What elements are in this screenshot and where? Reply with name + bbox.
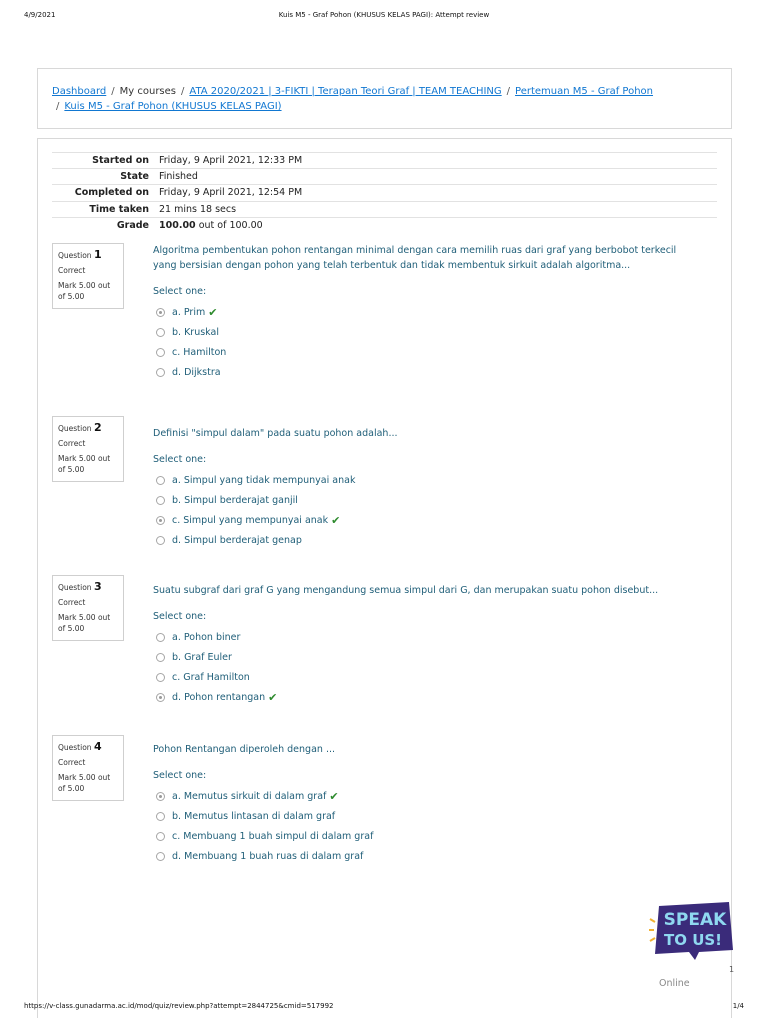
answer-label: c. Simpul yang mempunyai anak bbox=[172, 514, 329, 526]
question-state: Correct bbox=[58, 266, 86, 275]
answer-label: b. Kruskal bbox=[172, 326, 219, 338]
radio-button[interactable] bbox=[156, 673, 165, 682]
answer-option[interactable] bbox=[153, 490, 698, 510]
question-info bbox=[52, 735, 124, 801]
answer-options bbox=[153, 302, 698, 382]
print-url: https://v-class.gunadarma.ac.id/mod/quiz/review.php?attempt=2844725&cmid=517992 bbox=[24, 1002, 334, 1010]
question-label: Question bbox=[58, 424, 92, 433]
radio-button[interactable] bbox=[156, 368, 165, 377]
question-number bbox=[58, 741, 118, 753]
radio-button[interactable] bbox=[156, 496, 165, 505]
question-label: Question bbox=[58, 583, 92, 592]
online-status: Online bbox=[659, 978, 690, 989]
question-number-value: 4 bbox=[93, 740, 102, 753]
summary-value: Finished bbox=[154, 169, 717, 185]
answer-option[interactable] bbox=[153, 667, 698, 687]
answer-label: a. Prim bbox=[172, 306, 206, 318]
answer-options bbox=[153, 786, 698, 866]
answer-label: a. Memutus sirkuit di dalam graf bbox=[172, 790, 327, 802]
breadcrumb-quiz[interactable]: Kuis M5 - Graf Pohon (KHUSUS KELAS PAGI) bbox=[64, 101, 282, 112]
answer-option[interactable] bbox=[153, 530, 698, 550]
breadcrumb-separator: / bbox=[111, 86, 115, 97]
answer-option[interactable] bbox=[153, 627, 698, 647]
question-number bbox=[58, 581, 118, 593]
breadcrumb-separator: / bbox=[506, 86, 511, 97]
radio-button[interactable] bbox=[156, 852, 165, 861]
radio-selected[interactable] bbox=[156, 516, 165, 525]
summary-label: State bbox=[52, 169, 154, 185]
summary-label: Completed on bbox=[52, 185, 154, 201]
answer-option[interactable] bbox=[153, 846, 698, 866]
radio-button[interactable] bbox=[156, 812, 165, 821]
question-mark: Mark 5.00 out of 5.00 bbox=[58, 773, 111, 793]
question-text: Pohon Rentangan diperoleh dengan ... bbox=[153, 744, 336, 755]
answer-label: c. Membuang 1 buah simpul di dalam graf bbox=[172, 830, 374, 842]
answer-options bbox=[153, 470, 698, 550]
question-state: Correct bbox=[58, 439, 86, 448]
answer-option[interactable] bbox=[153, 302, 698, 322]
radio-button[interactable] bbox=[156, 476, 165, 485]
summary-row-completed bbox=[52, 185, 717, 201]
breadcrumb-my-courses: My courses bbox=[119, 86, 177, 97]
answer-option[interactable] bbox=[153, 322, 698, 342]
radio-selected[interactable] bbox=[156, 308, 165, 317]
question-state: Correct bbox=[58, 598, 86, 607]
grade-score: 100.00 bbox=[159, 220, 196, 232]
summary-row-state bbox=[52, 169, 717, 185]
breadcrumb-dashboard[interactable]: Dashboard bbox=[52, 86, 107, 97]
breadcrumb-separator: / bbox=[56, 101, 60, 112]
question-label: Question bbox=[58, 743, 92, 752]
select-one-prompt: Select one: bbox=[153, 611, 207, 622]
answer-option[interactable] bbox=[153, 362, 698, 382]
summary-value: Friday, 9 April 2021, 12:33 PM bbox=[154, 153, 717, 169]
radio-selected[interactable] bbox=[156, 693, 165, 702]
select-one-prompt: Select one: bbox=[153, 454, 207, 465]
page-marker: 1 bbox=[729, 965, 735, 974]
answer-label: d. Dijkstra bbox=[172, 366, 221, 378]
answer-option[interactable] bbox=[153, 647, 698, 667]
question-text: Algoritma pembentukan pohon rentangan minimal dengan cara memilih ruas dari graf yang berbobot terkecil yang bersisian dengan pohon yang telah terbentuk dan tidak membentuk sirkuit adalah algoritma... bbox=[153, 245, 677, 271]
answer-label: a. Simpul yang tidak mempunyai anak bbox=[172, 474, 356, 486]
radio-selected[interactable] bbox=[156, 792, 165, 801]
radio-button[interactable] bbox=[156, 653, 165, 662]
question-info bbox=[52, 243, 124, 309]
question-number-value: 3 bbox=[93, 580, 102, 593]
answer-label: a. Pohon biner bbox=[172, 631, 241, 643]
question-info bbox=[52, 416, 124, 482]
question-number bbox=[58, 249, 118, 261]
answer-options bbox=[153, 627, 698, 707]
answer-label: b. Simpul berderajat ganjil bbox=[172, 494, 298, 506]
question-number-value: 2 bbox=[93, 421, 102, 434]
select-one-prompt: Select one: bbox=[153, 770, 207, 781]
quiz-review-panel bbox=[37, 138, 735, 1018]
breadcrumb bbox=[37, 68, 732, 129]
print-page-title: Kuis M5 - Graf Pohon (KHUSUS KELAS PAGI): Attempt review bbox=[278, 11, 490, 19]
badge-line-2: TO US! bbox=[663, 931, 723, 949]
answer-option[interactable] bbox=[153, 687, 698, 707]
answer-label: d. Membuang 1 buah ruas di dalam graf bbox=[172, 850, 364, 862]
question-label: Question bbox=[58, 251, 92, 260]
summary-value: 21 mins 18 secs bbox=[154, 201, 717, 217]
answer-option[interactable] bbox=[153, 806, 698, 826]
summary-label: Time taken bbox=[52, 201, 154, 217]
summary-row-started bbox=[52, 153, 717, 169]
answer-label: b. Graf Euler bbox=[172, 651, 232, 663]
question-mark: Mark 5.00 out of 5.00 bbox=[58, 613, 111, 633]
question-info bbox=[52, 575, 124, 641]
speak-to-us-badge[interactable] bbox=[649, 900, 735, 962]
question-number-value: 1 bbox=[93, 248, 102, 261]
question-state: Correct bbox=[58, 758, 86, 767]
print-page-number: 1/4 bbox=[732, 1002, 744, 1010]
summary-value: Friday, 9 April 2021, 12:54 PM bbox=[154, 185, 717, 201]
checkmark-icon: ✔ bbox=[208, 305, 218, 319]
answer-label: d. Simpul berderajat genap bbox=[172, 534, 302, 546]
answer-option[interactable] bbox=[153, 826, 698, 846]
answer-label: c. Graf Hamilton bbox=[172, 671, 250, 683]
question-text: Definisi "simpul dalam" pada suatu pohon adalah... bbox=[153, 428, 398, 439]
answer-label: d. Pohon rentangan bbox=[172, 691, 266, 703]
checkmark-icon: ✔ bbox=[331, 513, 341, 527]
question-mark: Mark 5.00 out of 5.00 bbox=[58, 281, 111, 301]
summary-row-grade bbox=[52, 217, 717, 233]
badge-line-1: SPEAK bbox=[663, 910, 727, 930]
checkmark-icon: ✔ bbox=[268, 690, 278, 704]
radio-button[interactable] bbox=[156, 348, 165, 357]
question-body bbox=[153, 742, 698, 866]
print-date: 4/9/2021 bbox=[24, 11, 56, 19]
summary-row-time-taken bbox=[52, 201, 717, 217]
grade-out-of: out of 100.00 bbox=[198, 220, 263, 232]
breadcrumb-section[interactable]: Pertemuan M5 - Graf Pohon bbox=[515, 86, 654, 97]
radio-button[interactable] bbox=[156, 328, 165, 337]
answer-label: c. Hamilton bbox=[172, 346, 227, 358]
question-text: Suatu subgraf dari graf G yang mengandung semua simpul dari G, dan merupakan suatu pohon disebut... bbox=[153, 585, 659, 596]
summary-label: Started on bbox=[52, 153, 154, 169]
checkmark-icon: ✔ bbox=[329, 789, 339, 803]
question-body bbox=[153, 426, 698, 550]
select-one-prompt: Select one: bbox=[153, 286, 207, 297]
answer-option[interactable] bbox=[153, 470, 698, 490]
summary-label: Grade bbox=[52, 217, 154, 233]
radio-button[interactable] bbox=[156, 832, 165, 841]
answer-option[interactable] bbox=[153, 510, 698, 530]
summary-value bbox=[154, 217, 717, 233]
answer-label: b. Memutus lintasan di dalam graf bbox=[172, 810, 336, 822]
attempt-summary-table bbox=[52, 152, 717, 233]
breadcrumb-separator: / bbox=[181, 86, 185, 97]
answer-option[interactable] bbox=[153, 342, 698, 362]
answer-option[interactable] bbox=[153, 786, 698, 806]
question-body bbox=[153, 243, 698, 382]
radio-button[interactable] bbox=[156, 633, 165, 642]
radio-button[interactable] bbox=[156, 536, 165, 545]
breadcrumb-course[interactable]: ATA 2020/2021 | 3-FIKTI | Terapan Teori Graf | TEAM TEACHING bbox=[189, 86, 502, 97]
question-number bbox=[58, 422, 118, 434]
question-mark: Mark 5.00 out of 5.00 bbox=[58, 454, 111, 474]
question-body bbox=[153, 583, 698, 707]
